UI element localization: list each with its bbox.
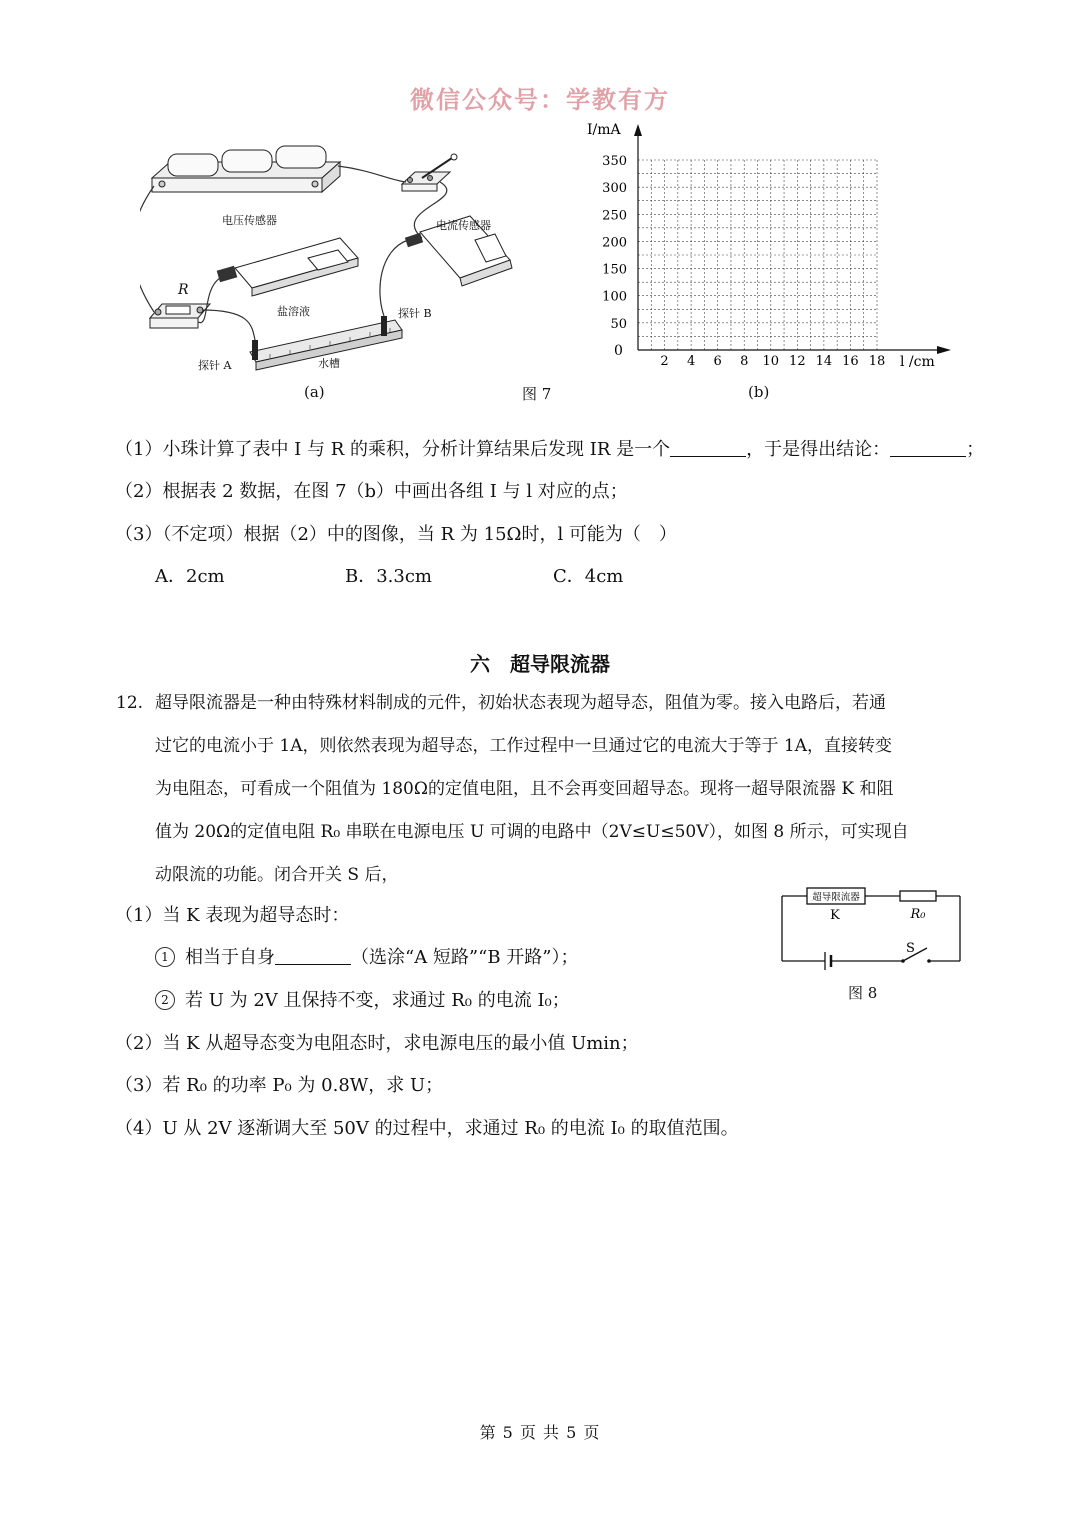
- y-tick-label: 100: [602, 289, 627, 305]
- option-a[interactable]: A．2cm: [155, 566, 225, 587]
- y-tick-label: 300: [602, 181, 627, 197]
- x-tick-label: 6: [713, 354, 722, 369]
- question-1: （1）小珠计算了表中 I 与 R 的乘积，分析计算结果后发现 IR 是一个 ，于是得出结论： ；: [115, 439, 985, 460]
- question-3: （3）（不定项）根据（2）中的图像，当 R 为 15Ω时，l 可能为（ ）: [115, 524, 677, 545]
- x-axis-label: l /cm: [900, 354, 935, 370]
- y-tick-label: 200: [602, 235, 627, 251]
- label-probe-b: 探针 B: [398, 307, 432, 320]
- option-b[interactable]: B．3.3cm: [345, 566, 433, 587]
- subquestion-1: （1）当 K 表现为超导态时：: [115, 905, 350, 926]
- label-salt-solution: 盐溶液: [277, 305, 310, 318]
- x-tick-label: 12: [789, 354, 806, 369]
- y-axis-label: I/mA: [587, 122, 621, 138]
- resistor-r0-icon: [900, 891, 936, 901]
- switch-icon: [402, 154, 457, 191]
- x-tick-label: 2: [660, 354, 669, 369]
- label-resistor: R: [178, 282, 189, 298]
- subquestion-2: （2）当 K 从超导态变为电阻态时，求电源电压的最小值 Umin；: [115, 1033, 639, 1054]
- y-tick-label: 350: [602, 154, 627, 169]
- subquestion-1a: 1 相当于自身 （选涂“A 短路”“B 开路”）；: [155, 946, 578, 970]
- answer-blank-1[interactable]: [670, 438, 746, 457]
- blank-graph-grid: [585, 118, 965, 378]
- circuit-diagram: [775, 882, 970, 972]
- page-footer: 第 5 页 共 5 页: [479, 1423, 601, 1442]
- x-tick-label: 18: [868, 354, 886, 369]
- apparatus-diagram: [140, 140, 540, 380]
- y-tick-label: 150: [602, 262, 627, 278]
- section-title: 六 超导限流器: [470, 652, 610, 676]
- label-probe-a: 探针 A: [198, 359, 232, 372]
- label-s: S: [906, 941, 915, 956]
- battery-pack-icon: [152, 146, 340, 192]
- label-current-sensor: 电流传感器: [436, 219, 491, 232]
- option-c[interactable]: C．4cm: [553, 566, 624, 587]
- label-water-tank: 水槽: [318, 357, 340, 370]
- problem-12-text: 超导限流器是一种由特殊材料制成的元件，初始状态表现为超导态，阻值为零。接入电路后，若通 过它的电流小于 1A，则依然表现为超导态，工作过程中一旦通过它的电流大于等于 1A，直接转变 为电阻态，可看成一个阻值为 180Ω的定值电阻，且不会再变回超导态。现将一超导限流器 K 和阻 值为 20Ω的定值电阻 R₀ 串联在电源电压 U 可调的电路中（2V≤U≤50V），如图 8 所示，可实现自 动限流的功能。闭合开关 S 后，: [155, 693, 909, 885]
- label-k: K: [830, 908, 840, 923]
- answer-blank-3[interactable]: [275, 946, 351, 965]
- caption-a: (a): [304, 383, 325, 401]
- label-voltage-sensor: 电压传感器: [222, 214, 277, 227]
- x-tick-label: 4: [686, 354, 696, 369]
- y-tick-label: 250: [602, 208, 627, 224]
- x-tick-label: 10: [762, 354, 780, 369]
- x-tick-label: 16: [842, 354, 859, 369]
- resistor-icon: [150, 304, 210, 328]
- x-tick-label: 8: [740, 354, 749, 369]
- label-r0: R₀: [910, 907, 926, 922]
- watermark: 微信公众号：学教有方: [410, 86, 670, 114]
- x-tick-label: 14: [815, 354, 833, 369]
- y-tick-label: 50: [610, 316, 627, 332]
- subquestion-3: （3）若 R₀ 的功率 P₀ 为 0.8W，求 U；: [115, 1075, 444, 1096]
- subquestion-4: （4）U 从 2V 逐渐调大至 50V 的过程中，求通过 R₀ 的电流 I₀ 的取值范围。: [115, 1118, 739, 1139]
- subquestion-1b: 2 若 U 为 2V 且保持不变，求通过 R₀ 的电流 I₀；: [155, 989, 570, 1013]
- caption-b: (b): [748, 383, 770, 401]
- origin-label: 0: [614, 343, 623, 359]
- answer-blank-2[interactable]: [890, 438, 966, 457]
- figure-8-title: 图 8: [848, 984, 878, 1002]
- problem-number: 12.: [116, 693, 144, 713]
- question-2: （2）根据表 2 数据，在图 7（b）中画出各组 I 与 l 对应的点；: [115, 481, 628, 502]
- voltage-sensor-icon: [217, 238, 358, 296]
- figure-7-title: 图 7: [522, 385, 552, 403]
- label-limiter: 超导限流器: [812, 892, 860, 903]
